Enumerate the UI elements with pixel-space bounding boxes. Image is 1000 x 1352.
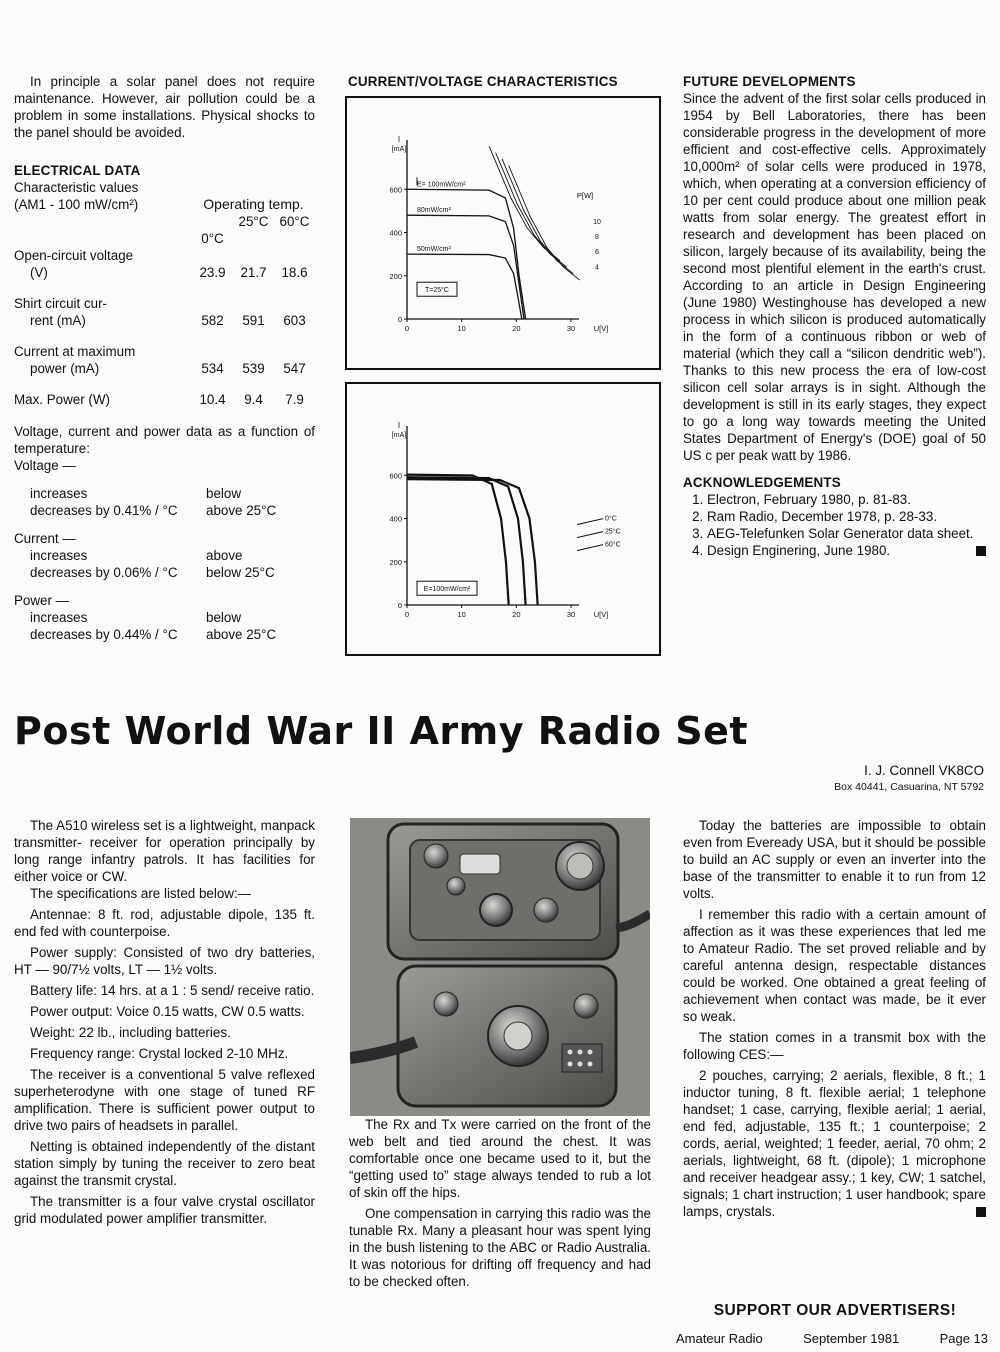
- x-tick-label: 30: [566, 610, 576, 619]
- table-row-label: Current at maximum: [14, 344, 136, 359]
- list-item: 2. Ram Radio, December 1978, p. 28-33.: [707, 508, 986, 525]
- table-cell: 591: [242, 313, 265, 328]
- x-tick-label: 10: [457, 324, 466, 333]
- table-row-label: Shirt circuit cur-: [14, 296, 108, 311]
- power-decreases: decreases by 0.44% / °C: [30, 627, 178, 642]
- future-paragraph: Since the advent of the first solar cells produced in 1954 by Bell Laboratories, there has been considerable progress in the development of more efficient and cost-effective cells. Approximately 10,000m² of solar cells were produced in 1978, which, when operating at a conversion efficiency of 10 per cent could produce about one million peak watts from solar energy. The greatest effort in research and development has been placed on silicon, largely because of its availability, being the second most plentiful element in the earth's crust. According to an article in Design Engineering (June 1980) Westinghouse has developed a new process in which silicon is produced automatically in the form of a continuous ribbon or web of material (which they call a “silicon dendritic web”). Thanks to this new process the era of low-cost silicon cell solar arrays is in sight. Although the development is still in its early stages, they expect to go a long way towards meeting the United States Department of Energy's (DOE) goal of 50 US c per peak watt by 1986.: [683, 91, 986, 463]
- y-tick-label: 0: [397, 601, 402, 610]
- table-cell: 21.7: [240, 265, 267, 280]
- ack-text: Design Enginering, June 1980.: [707, 543, 891, 558]
- y-tick-label: 600: [389, 471, 402, 481]
- table-row-label: power (mA): [30, 361, 100, 376]
- article-column-1: [14, 817, 315, 1227]
- spec-paragraph: Frequency range: Crystal locked 2-10 MHz.: [30, 1046, 289, 1061]
- current-increases: increases: [30, 548, 88, 563]
- article-column-3: [683, 817, 986, 1220]
- y-tick-label: 400: [389, 228, 402, 238]
- voltage-increases: increases: [30, 486, 88, 501]
- x-tick-label: 30: [566, 324, 576, 333]
- temp-0-header: 0°C: [201, 231, 224, 246]
- current-label: Current —: [14, 531, 76, 546]
- voltage-decreases: decreases by 0.41% / °C: [30, 503, 178, 518]
- series-label: 0°C: [605, 515, 617, 523]
- radio-set-photo: [350, 818, 650, 1116]
- article-paragraph: The receiver is a conventional 5 valve reflexed superheterodyne with one stage of tuned RF amplification. There is sufficient power output to drive two pairs of headsets in parallel.: [14, 1067, 315, 1133]
- end-mark-icon: [976, 1207, 986, 1217]
- power-axis-label: P[W]: [576, 190, 594, 200]
- table-cell: 582: [201, 313, 224, 328]
- x-tick-label: 20: [512, 610, 521, 619]
- spec-paragraph: Power output: Voice 0.15 watts, CW 0.5 watts.: [30, 1004, 305, 1019]
- table-cell: 603: [283, 313, 306, 328]
- list-item: 3. AEG-Telefunken Solar Generator data sheet.: [707, 525, 986, 542]
- article-paragraph: Today the batteries are impossible to obtain even from Eveready USA, but it should be possible to build an AC supply or even an inverter into the base of the transmitter to enable it to run from 12 volts.: [683, 818, 986, 901]
- table-cell: 9.4: [244, 392, 263, 407]
- power-value-label: 6: [595, 249, 599, 257]
- iv-chart-illumination: [347, 98, 659, 368]
- y-axis-unit: [mA]: [391, 146, 407, 153]
- table-cell: 539: [242, 361, 265, 376]
- temp-60-header: 60°C: [279, 214, 310, 229]
- chart-frame-illumination: [345, 96, 661, 370]
- x-tick-label: 0: [404, 610, 410, 619]
- x-tick-label: 0: [404, 324, 410, 333]
- power-label: Power —: [14, 593, 70, 608]
- table-cell: 23.9: [199, 265, 226, 280]
- future-heading: FUTURE DEVELOPMENTS: [683, 74, 856, 89]
- spec-paragraph: Battery life: 14 hrs. at a 1 : 5 send/ receive ratio.: [30, 983, 315, 998]
- power-value-label: 10: [593, 218, 601, 226]
- power-block: [14, 609, 315, 643]
- spec-paragraph: Antennae: 8 ft. rod, adjustable dipole, 135 ft. end fed with counterpoise.: [14, 907, 315, 939]
- page-number: Page 13: [939, 1331, 988, 1346]
- article-paragraph: The Rx and Tx were carried on the front of the web belt and tied around the chest. It was comfortable once one became used to it, but the “getting used to” stage always tended to rub a lot of skin off the hips.: [349, 1117, 651, 1200]
- ack-list: [683, 491, 986, 559]
- electrical-data-heading: ELECTRICAL DATA: [14, 163, 141, 178]
- series-label: 60°C: [605, 541, 621, 549]
- radio-photo-illustration: [350, 818, 650, 1116]
- electrical-data-table: [14, 179, 315, 408]
- char-values-conditions: (AM1 - 100 mW/cm²): [14, 197, 139, 212]
- support-advertisers: SUPPORT OUR ADVERTISERS!: [713, 1302, 957, 1319]
- iv-chart-temperature: [347, 384, 659, 654]
- current-above: above: [206, 548, 243, 563]
- list-item: [707, 542, 986, 559]
- current-below: below 25°C: [206, 565, 275, 580]
- y-tick-label: 600: [389, 185, 402, 195]
- y-tick-label: 200: [389, 557, 402, 567]
- table-row-label: rent (mA): [30, 313, 86, 328]
- temperature-intro: Voltage, current and power data as a function of temperature:: [14, 424, 315, 456]
- series-label: E= 100mW/cm²: [417, 181, 466, 189]
- byline: [834, 762, 984, 796]
- table-row-label: Max. Power (W): [14, 392, 110, 407]
- table-row-label: (V): [30, 265, 48, 280]
- magazine-name: Amateur Radio: [676, 1331, 763, 1346]
- series-label: 25°C: [605, 528, 621, 536]
- voltage-label: Voltage —: [14, 458, 76, 473]
- article-paragraph: The specifications are listed below:—: [30, 886, 252, 901]
- voltage-below: below: [206, 486, 241, 501]
- power-above: above 25°C: [206, 627, 277, 642]
- x-tick-label: 20: [512, 324, 521, 333]
- article-title: Post World War II Army Radio Set: [14, 709, 749, 753]
- chart-annotation: T=25°C: [424, 287, 450, 295]
- voltage-block: [14, 485, 315, 519]
- spec-paragraph: Weight: 22 lb., including batteries.: [30, 1025, 231, 1040]
- series-label: 80mW/cm²: [417, 207, 451, 215]
- article-paragraph: The A510 wireless set is a lightweight, manpack transmitter- receiver for operation principally by long range infantry patrols. It has facilities for either voice or CW.: [14, 818, 315, 884]
- column-electrical: [14, 73, 315, 643]
- series-line: [407, 215, 524, 319]
- article-paragraph: I remember this radio with a certain amount of affection as it was these experiences that led me to Amateur Radio. The set proved reliable and by careful antenna design, respectable distances could be worked. One obtained a great feeling of achievement when contact was made, be it ever so weak.: [683, 907, 986, 1024]
- page-footer: [676, 1330, 988, 1347]
- series-label: 50mW/cm²: [417, 246, 451, 254]
- current-block: [14, 547, 315, 581]
- article-paragraph: One compensation in carrying this radio was the tunable Rx. Many a pleasant hour was spent lying in the bush listening to the ABC or Radio Australia. It was notorious for drifting off frequency and had to be checked often.: [349, 1206, 651, 1289]
- label-leader: [577, 545, 603, 551]
- table-cell: 10.4: [199, 392, 226, 407]
- voltage-above: above 25°C: [206, 503, 277, 518]
- table-cell: 534: [201, 361, 224, 376]
- article-paragraph: The station comes in a transmit box with the following CES:—: [683, 1030, 986, 1062]
- operating-temp-label: Operating temp.: [203, 196, 304, 212]
- power-curve: [509, 165, 580, 280]
- maintenance-paragraph: In principle a solar panel does not require maintenance. However, air pollution could be a problem in some installations. Physical shocks to the panel should be avoided.: [14, 74, 315, 140]
- issue-date: September 1981: [803, 1331, 900, 1346]
- power-value-label: 4: [595, 264, 599, 272]
- label-leader: [577, 519, 603, 525]
- ces-list-paragraph: [683, 1067, 986, 1220]
- ack-heading: ACKNOWLEDGEMENTS: [683, 475, 841, 490]
- y-axis-label: I: [397, 421, 401, 430]
- current-decreases: decreases by 0.06% / °C: [30, 565, 178, 580]
- table-cell: 547: [283, 361, 306, 376]
- label-leader: [577, 532, 603, 538]
- end-mark-icon: [976, 546, 986, 556]
- article-column-2: [349, 1116, 651, 1290]
- ces-text: 2 pouches, carrying; 2 aerials, flexible, 8 ft.; 1 inductor tuning, 8 ft. flexible aerial; 1 telephone handset; 1 case, carrying, flexible aerial; 1 aerial, end fed, adjustable, 135 ft.; 1 counterpoise; 2 cords, aerial, weighted; 1 feeder, aerial, 70 ohm; 2 aerials, lightweight, 68 ft. (dipole); 1 microphone and receiver headgear assy.; 1 key, CW; 1 satchel, signals; 1 chart instruction; 1 user handbook; spare lamps, crystals.: [683, 1068, 986, 1219]
- char-values-label: Characteristic values: [14, 180, 139, 195]
- y-axis-label: I: [397, 135, 401, 144]
- y-tick-label: 0: [397, 315, 402, 324]
- chart-annotation: E=100mW/cm²: [423, 586, 471, 594]
- article-paragraph: The transmitter is a four valve crystal oscillator grid modulated power amplifier transmitter.: [14, 1194, 315, 1226]
- table-row-label: Open-circuit voltage: [14, 248, 134, 263]
- y-tick-label: 200: [389, 271, 402, 281]
- x-axis-label: U[V]: [593, 610, 609, 619]
- list-item: 1. Electron, February 1980, p. 81-83.: [707, 491, 986, 508]
- y-tick-label: 400: [389, 514, 402, 524]
- x-axis-label: U[V]: [593, 324, 609, 333]
- author-address: Box 40441, Casuarina, NT 5792: [834, 781, 984, 793]
- chart-frame-temperature: [345, 382, 661, 656]
- power-increases: increases: [30, 610, 88, 625]
- power-below: below: [206, 610, 241, 625]
- temp-25-header: 25°C: [238, 214, 269, 229]
- chart-heading: CURRENT/VOLTAGE CHARACTERISTICS: [348, 74, 618, 89]
- table-cell: 18.6: [281, 265, 308, 280]
- author: I. J. Connell VK8CO: [864, 763, 984, 778]
- column-future: [683, 73, 986, 559]
- table-cell: 7.9: [285, 392, 304, 407]
- power-value-label: 8: [595, 233, 599, 241]
- y-axis-unit: [mA]: [391, 432, 407, 439]
- x-tick-label: 10: [457, 610, 466, 619]
- spec-paragraph: Power supply: Consisted of two dry batteries, HT — 90/7½ volts, LT — 1½ volts.: [14, 945, 315, 977]
- article-paragraph: Netting is obtained independently of the distant station simply by tuning the receiver to zero beat against the transmit crystal.: [14, 1139, 315, 1188]
